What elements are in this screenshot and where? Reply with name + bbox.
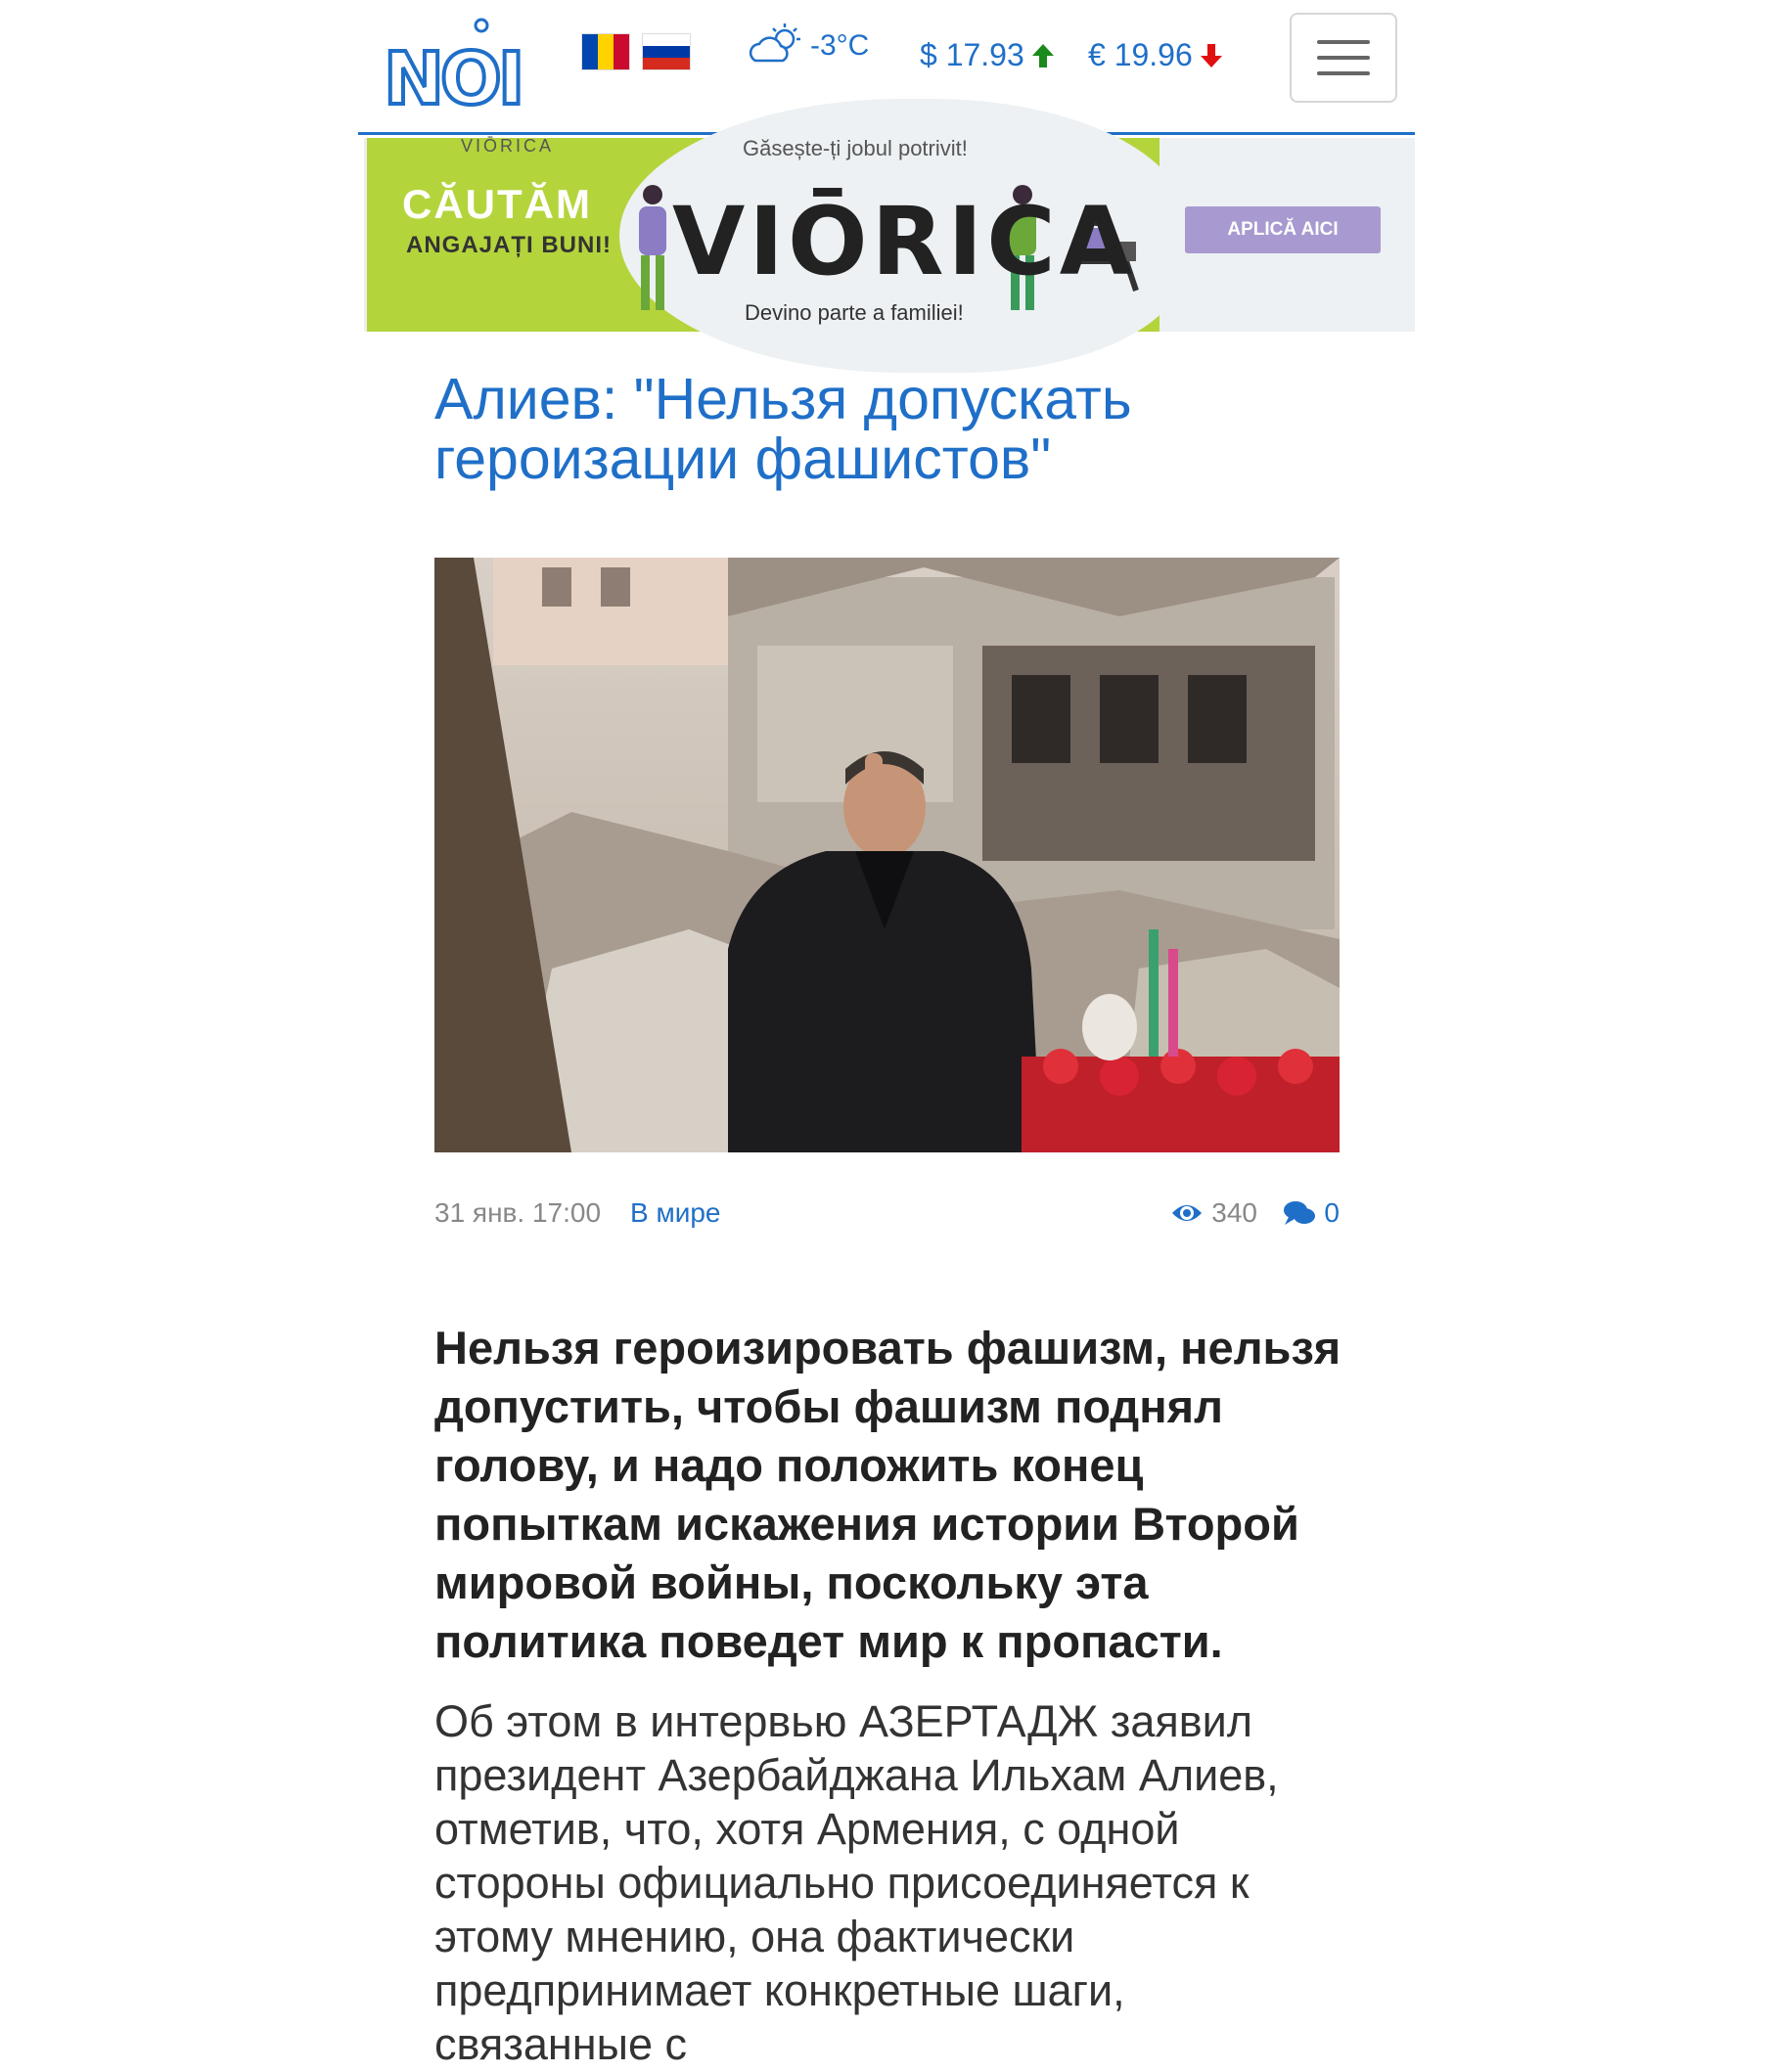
comment-count-value: 0 bbox=[1324, 1197, 1340, 1228]
view-count-value: 340 bbox=[1211, 1197, 1257, 1228]
arrow-down-icon bbox=[1199, 42, 1224, 69]
banner-bottom-text: Devino parte a familiei! bbox=[745, 300, 964, 325]
article-title: Алиев: "Нельзя допускать героизации фашистов" bbox=[434, 367, 1132, 491]
advertisement-banner[interactable] bbox=[364, 138, 1415, 332]
menu-toggle-button[interactable] bbox=[1290, 13, 1397, 103]
article-category-link[interactable]: В мире bbox=[630, 1197, 721, 1228]
weather-widget[interactable] bbox=[746, 22, 869, 70]
hamburger-icon bbox=[1317, 40, 1370, 44]
arrow-up-icon bbox=[1030, 42, 1056, 69]
article-meta bbox=[434, 1197, 1340, 1237]
svg-text:NOI: NOI bbox=[384, 37, 522, 121]
eur-rate-value: € 19.96 bbox=[1088, 37, 1193, 72]
russia-flag[interactable] bbox=[642, 33, 691, 70]
usd-rate[interactable] bbox=[920, 37, 1056, 73]
usd-rate-value: $ 17.93 bbox=[920, 37, 1024, 72]
article-date: 31 янв. 17:00 bbox=[434, 1197, 602, 1228]
temperature: -3°C bbox=[810, 29, 870, 62]
article-body: Об этом в интервью АЗЕРТАДЖ заявил президент Азербайджана Ильхам Алиев, отметив, что, хотя Армения, с одной стороны официально присоединяется к этому мнению, она фактически предпринимает конкретные шаги, связанные с bbox=[434, 1696, 1279, 2069]
banner-headline: CĂUTĂM bbox=[402, 181, 592, 227]
comments-link[interactable] bbox=[1283, 1197, 1340, 1229]
article-photo bbox=[434, 558, 1340, 1152]
banner-top-text: Găsește-ți jobul potrivit! bbox=[743, 136, 968, 160]
banner-subline: ANGAJAȚI BUNI! bbox=[406, 232, 612, 258]
banner-brand-logo: VIŌRICA bbox=[672, 187, 1137, 296]
banner-brand-small: VIŌRICA bbox=[461, 136, 555, 156]
site-logo[interactable] bbox=[384, 18, 522, 121]
language-switcher bbox=[581, 33, 691, 70]
view-count bbox=[1170, 1197, 1257, 1229]
apply-button[interactable]: APLICĂ AICI bbox=[1185, 206, 1381, 253]
article-lead: Нельзя героизировать фашизм, нельзя допустить, чтобы фашизм поднял голову, и надо положить конец попыткам искажения истории Второй мировой войны, поскольку эта политика поведет мир к пропасти. bbox=[434, 1322, 1341, 1667]
moldova-flag[interactable] bbox=[581, 33, 630, 70]
eye-icon bbox=[1170, 1199, 1204, 1227]
cloud-sun-icon bbox=[746, 22, 810, 70]
comments-icon bbox=[1283, 1199, 1316, 1227]
eur-rate[interactable] bbox=[1088, 37, 1224, 73]
